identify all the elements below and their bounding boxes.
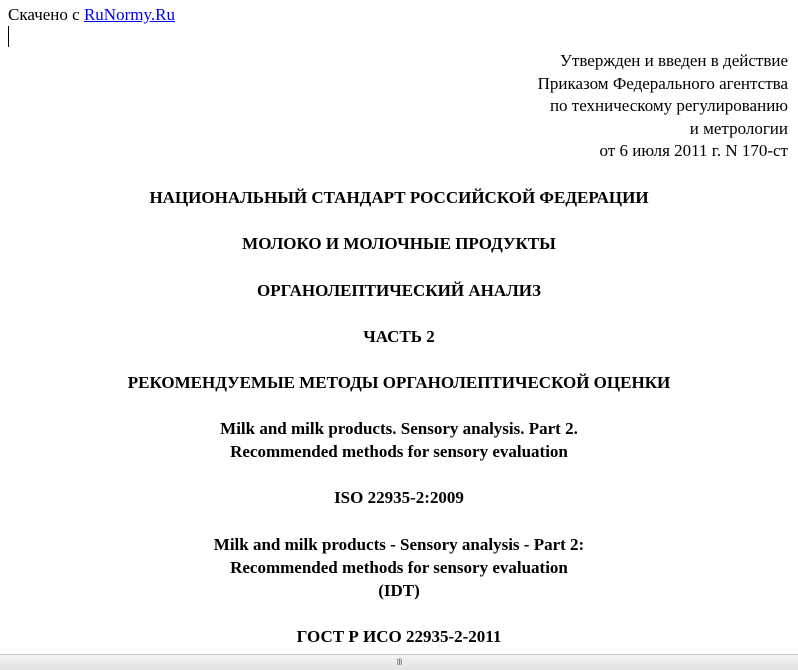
part-heading: ЧАСТЬ 2 (363, 327, 435, 346)
source-prefix: Скачено с (8, 5, 80, 24)
analysis-heading: ОРГАНОЛЕПТИЧЕСКИЙ АНАЛИЗ (257, 281, 541, 300)
approval-block (368, 50, 788, 163)
scrollbar-grip-icon[interactable]: III (396, 658, 402, 668)
approval-line: и метрологии (689, 118, 788, 138)
horizontal-scrollbar[interactable] (0, 654, 798, 670)
national-standard-heading: НАЦИОНАЛЬНЫЙ СТАНДАРТ РОССИЙСКОЙ ФЕДЕРАЦИИ (149, 188, 649, 207)
text-cursor (8, 26, 9, 47)
iso-number: ISO 22935-2:2009 (334, 488, 464, 507)
iso-title-line1: Milk and milk products - Sensory analysis - Part 2: (213, 535, 585, 554)
approval-line: от 6 июля 2011 г. N 170-ст (599, 141, 788, 160)
approval-line: Утвержден и введен в действие (559, 51, 788, 70)
iso-title-line2: Recommended methods for sensory evaluation (230, 558, 568, 577)
methods-heading: РЕКОМЕНДУЕМЫЕ МЕТОДЫ ОРГАНОЛЕПТИЧЕСКОЙ ОЦЕНКИ (127, 373, 671, 392)
approval-line: Приказом Федерального агентства (537, 73, 788, 93)
source-link[interactable]: RuNormy.Ru (83, 5, 175, 24)
english-title-line2: Recommended methods for sensory evaluation (230, 442, 568, 461)
approval-line: по техническому регулированию (549, 96, 788, 115)
english-title-line1: Milk and milk products. Sensory analysis. Part 2. (220, 419, 578, 438)
iso-equivalence: (IDT) (378, 581, 420, 600)
gost-number: ГОСТ Р ИСО 22935-2-2011 (296, 627, 502, 646)
subject-heading: МОЛОКО И МОЛОЧНЫЕ ПРОДУКТЫ (242, 234, 556, 253)
source-line (8, 5, 175, 25)
